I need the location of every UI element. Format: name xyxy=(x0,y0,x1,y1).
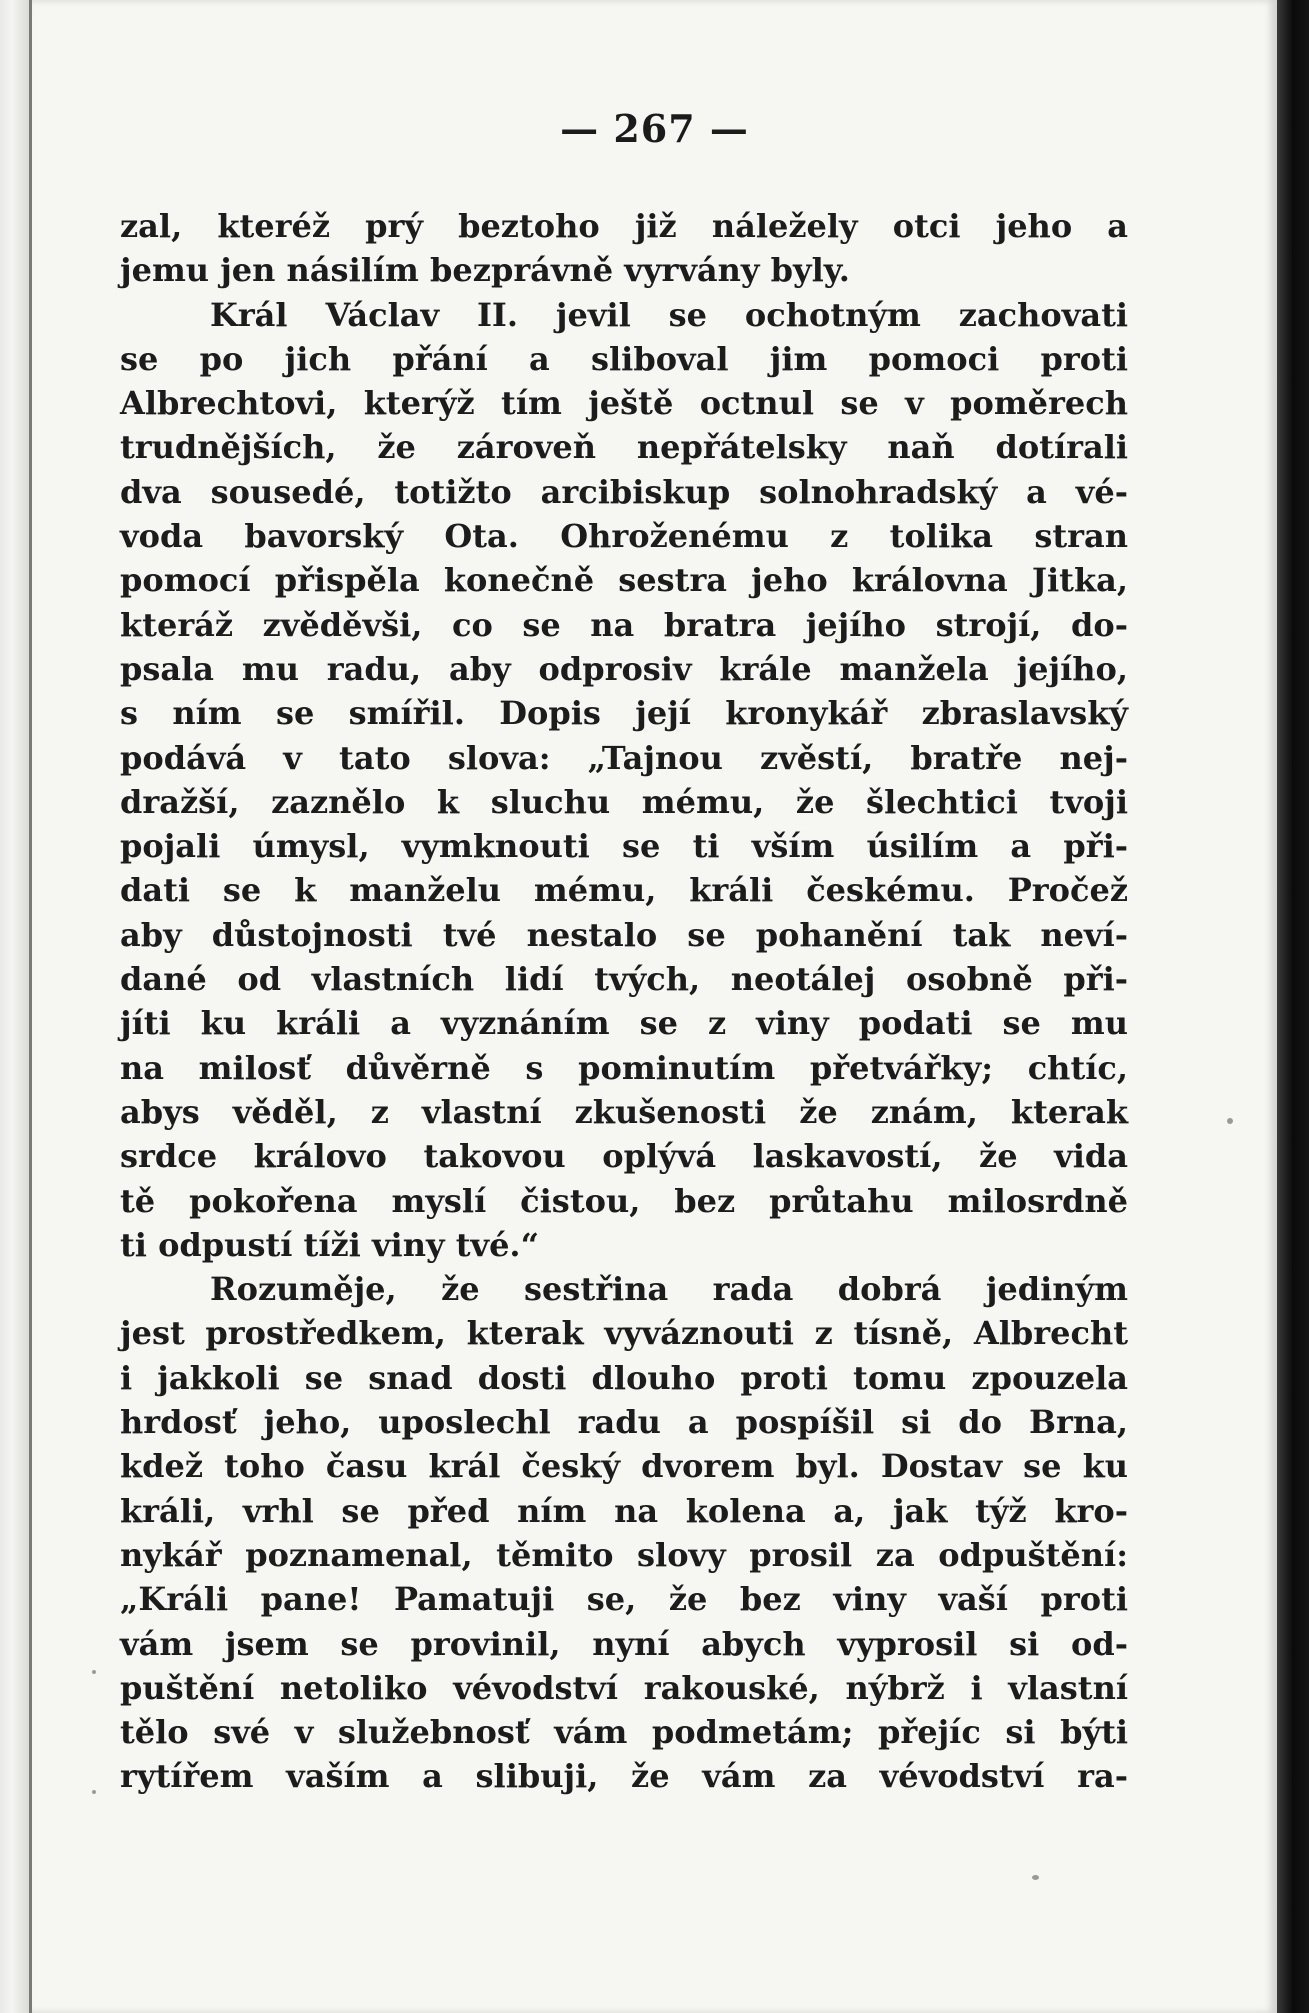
scan-left-margin xyxy=(0,0,30,2013)
text-line: jest prostředkem, kterak vyváznouti z tísně, Albrecht xyxy=(120,1314,1128,1353)
text-line: puštění netoliko vévodství rakouské, nýbrž i vlastní xyxy=(120,1668,1128,1707)
text-line: „Králi pane! Pamatuji se, že bez viny vaší proti xyxy=(120,1580,1128,1619)
text-line: vám jsem se provinil, nyní abych vyprosil si od- xyxy=(120,1624,1128,1663)
text-line: pojali úmysl, vymknouti se ti vším úsilím a při- xyxy=(120,827,1128,866)
text-line: Rozuměje, že sestřina rada dobrá jediným xyxy=(210,1270,1128,1309)
text-line: dati se k manželu mému, králi českému. Pročež xyxy=(120,871,1128,910)
text-line: aby důstojnosti tvé nestalo se pohanění tak neví- xyxy=(120,915,1128,954)
text-line: pomocí přispěla konečně sestra jeho královna Jitka, xyxy=(120,561,1128,600)
page-number: — 267 — xyxy=(560,106,749,151)
text-line: ti odpustí tíži viny tvé.“ xyxy=(120,1225,539,1264)
text-line: rytířem vaším a slibuji, že vám za vévodství ra- xyxy=(120,1757,1128,1796)
text-line: králi, vrhl se před ním na kolena a, jak týž kro- xyxy=(120,1491,1128,1530)
scan-right-margin xyxy=(1277,0,1309,2013)
text-line: trudnějších, že zároveň nepřátelsky naň dotírali xyxy=(120,428,1128,467)
book-page xyxy=(32,0,1277,2013)
paper-speck xyxy=(1032,1875,1039,1880)
paper-speck xyxy=(92,1670,96,1674)
text-line: hrdosť jeho, uposlechl radu a pospíšil si do Brna, xyxy=(120,1403,1128,1442)
text-line: i jakkoli se snad dosti dlouho proti tomu zpouzela xyxy=(120,1358,1128,1397)
paper-speck xyxy=(1227,1118,1233,1124)
text-line: na milosť důvěrně s pominutím přetvářky; chtíc, xyxy=(120,1048,1128,1087)
text-line: kteráž zvěděvši, co se na bratra jejího strojí, do- xyxy=(120,605,1128,644)
text-line: dané od vlastních lidí tvých, neotálej osobně při- xyxy=(120,960,1128,999)
text-line: psala mu radu, aby odprosiv krále manžela jejího, xyxy=(120,649,1128,688)
text-line: zal, kteréž prý beztoho již náležely otci jeho a xyxy=(120,207,1128,245)
text-line: dražší, zaznělo k sluchu mému, že šlechtici tvoji xyxy=(120,782,1128,821)
text-line: dva sousedé, totižto arcibiskup solnohradský a vé- xyxy=(120,472,1128,511)
text-line: jíti ku králi a vyznáním se z viny podati se mu xyxy=(120,1004,1128,1043)
text-line: srdce královo takovou oplývá laskavostí, že vida xyxy=(120,1137,1128,1176)
paper-speck xyxy=(92,1790,96,1794)
text-line: se po jich přání a sliboval jim pomoci proti xyxy=(120,339,1128,378)
text-line: Král Václav II. jevil se ochotným zachovati xyxy=(210,295,1128,334)
text-line: jemu jen násilím bezprávně vyrvány byly. xyxy=(120,251,850,290)
text-line: Albrechtovi, kterýž tím ještě octnul se v poměrech xyxy=(120,384,1128,423)
body-text xyxy=(120,204,1128,1799)
text-line: tělo své v služebnosť vám podmetám; přejíc si býti xyxy=(120,1713,1128,1752)
text-line: nykář poznamenal, těmito slovy prosil za odpuštění: xyxy=(120,1535,1128,1574)
text-line: podává v tato slova: „Tajnou zvěstí, bratře nej- xyxy=(120,738,1128,777)
text-line: voda bavorský Ota. Ohroženému z tolika stran xyxy=(120,517,1128,556)
text-line: tě pokořena myslí čistou, bez průtahu milosrdně xyxy=(120,1181,1128,1220)
text-line: abys věděl, z vlastní zkušenosti že znám, kterak xyxy=(120,1092,1128,1131)
text-line: kdež toho času král český dvorem byl. Dostav se ku xyxy=(120,1447,1128,1486)
text-line: s ním se smířil. Dopis její kronykář zbraslavský xyxy=(120,694,1128,733)
